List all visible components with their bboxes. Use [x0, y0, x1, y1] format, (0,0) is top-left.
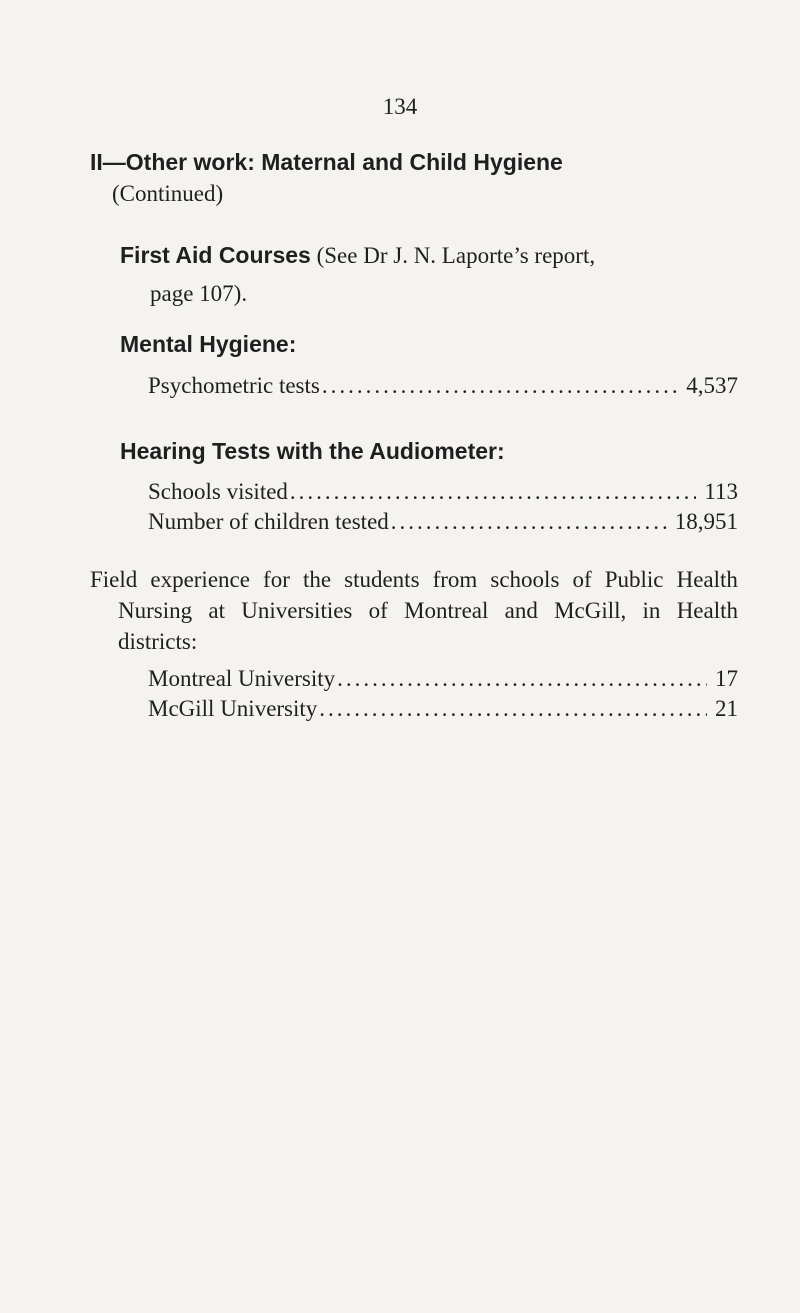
stat-value: 113 — [704, 479, 738, 504]
stat-label: Montreal University — [148, 666, 336, 691]
dot-leader — [337, 666, 707, 692]
stat-label: Number of children tested — [148, 509, 389, 534]
field-experience-paragraph — [90, 564, 738, 657]
word: of — [572, 567, 592, 592]
hearing-tests-title: Hearing Tests with the Audiometer: — [120, 438, 505, 464]
word: the — [302, 567, 332, 592]
word: Field — [90, 567, 138, 592]
stat-row — [148, 479, 738, 505]
word: Nursing — [118, 598, 193, 623]
page-number: 134 — [382, 94, 418, 119]
word: Health — [676, 598, 738, 623]
word: students — [344, 567, 420, 592]
stat-row — [148, 509, 738, 535]
paragraph-line-3: districts: — [118, 629, 198, 654]
section-heading — [90, 146, 563, 210]
word: Health — [676, 567, 738, 592]
stat-value: 21 — [715, 696, 738, 721]
word: for — [263, 567, 290, 592]
word: Public — [604, 567, 664, 592]
stat-label: Schools visited — [148, 479, 288, 504]
stat-label: McGill University — [148, 696, 318, 721]
first-aid-continuation: page 107). — [150, 281, 248, 306]
word: from — [432, 567, 478, 592]
stat-label: Psychometric tests — [148, 373, 320, 398]
dot-leader — [290, 479, 696, 505]
stat-value: 18,951 — [674, 509, 738, 534]
word: McGill, — [554, 598, 627, 623]
paragraph-line-2 — [90, 595, 738, 626]
first-aid-text: (See Dr J. N. Laporte’s report, — [310, 243, 596, 268]
word: Universities — [241, 598, 353, 623]
word: Montreal — [404, 598, 489, 623]
word: experience — [150, 567, 250, 592]
first-aid-paragraph — [120, 236, 740, 313]
word: of — [368, 598, 388, 623]
dot-leader — [391, 509, 667, 535]
paragraph-line-1 — [90, 564, 738, 595]
stat-row — [148, 696, 738, 722]
word: schools — [490, 567, 560, 592]
dot-leader — [319, 696, 707, 722]
stat-row — [148, 373, 738, 399]
stat-row — [148, 666, 738, 692]
stat-value: 17 — [715, 666, 738, 691]
word: in — [642, 598, 661, 623]
mental-hygiene-title: Mental Hygiene: — [120, 331, 297, 357]
heading-subtitle: (Continued) — [112, 181, 224, 206]
heading-title: II—Other work: Maternal and Child Hygiene — [90, 149, 563, 175]
first-aid-title: First Aid Courses — [120, 242, 311, 268]
stat-value: 4,537 — [686, 373, 738, 398]
dot-leader — [322, 373, 678, 399]
word: and — [504, 598, 538, 623]
word: at — [208, 598, 225, 623]
